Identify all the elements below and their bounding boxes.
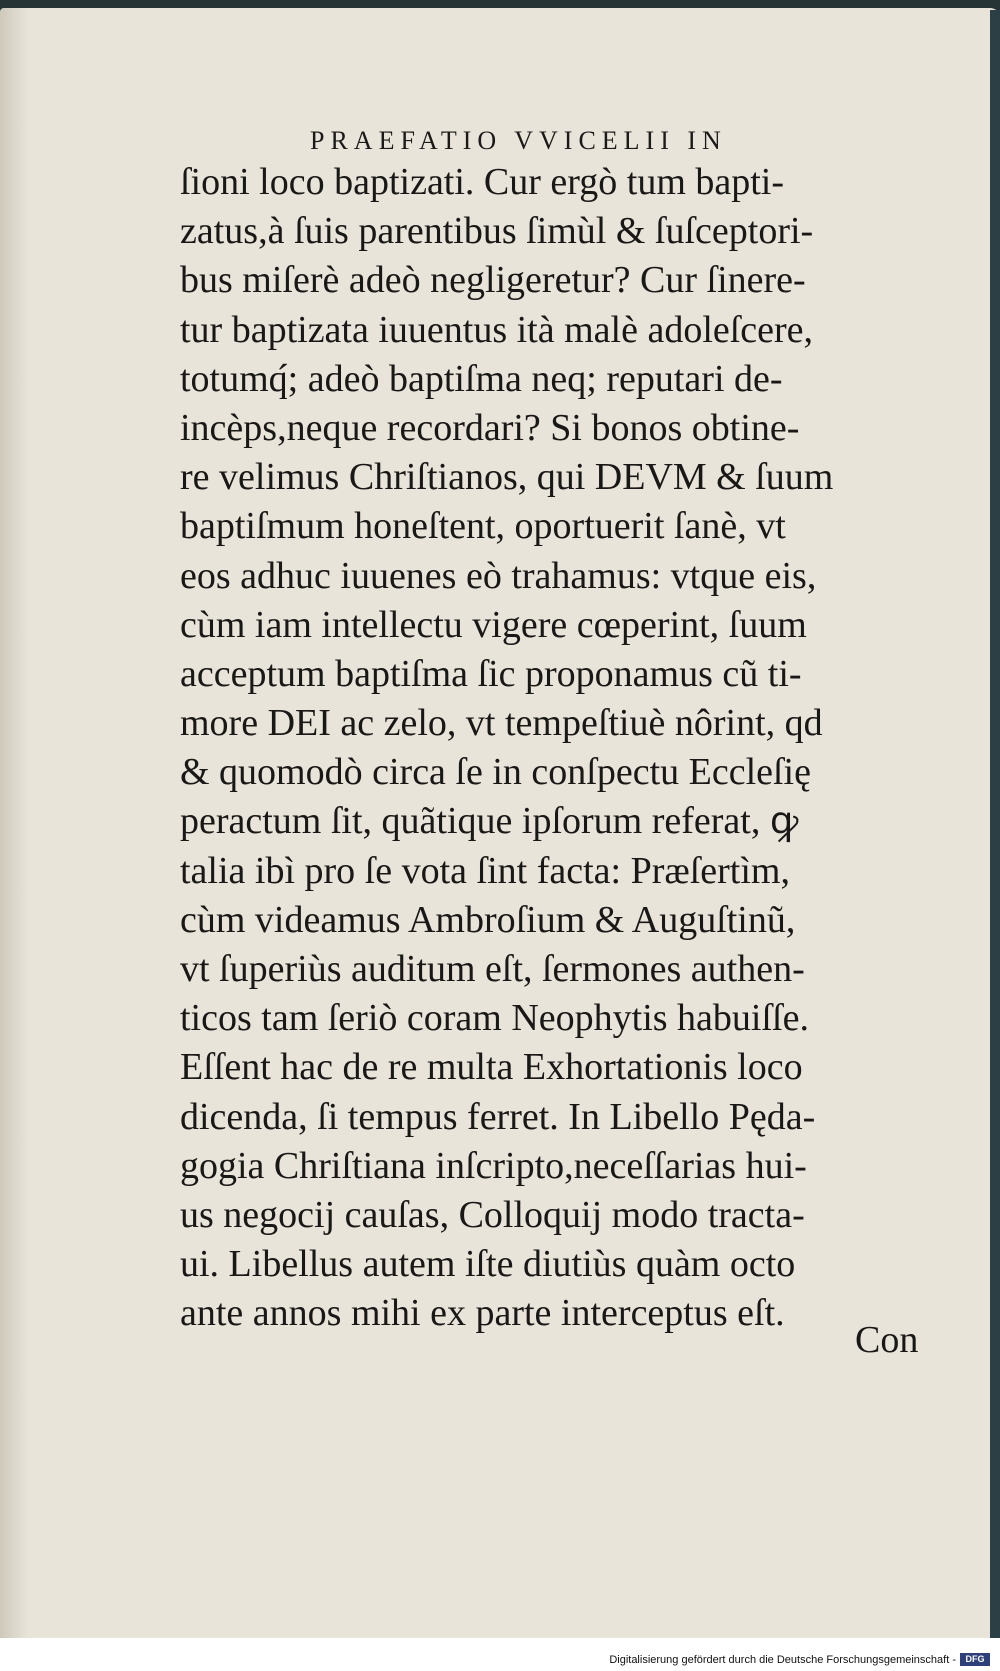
text-line: re velimus Chriſtianos, qui DEVM & ſuum xyxy=(180,456,834,499)
text-line: zatus,à ſuis parentibus ſimùl & ſuſceptori- xyxy=(180,210,814,253)
text-line: peractum ſit, quãtique ipſorum referat, ꝙ xyxy=(180,800,799,843)
text-line: ante annos mihi ex parte interceptus eſt. xyxy=(180,1292,785,1335)
text-line: totumq́; adeò baptiſma neq; reputari de- xyxy=(180,357,783,400)
binding-edge xyxy=(990,10,1000,1640)
text-line: Eſſent hac de re multa Exhortationis loco xyxy=(180,1046,803,1089)
running-head: PRAEFATIO VVICELII IN xyxy=(310,126,727,155)
text-line: ſioni loco baptizati. Cur ergò tum bapti- xyxy=(180,161,785,203)
text-line: & quomodò circa ſe in conſpectu Eccleſię xyxy=(180,751,811,794)
text-line: ticos tam ſeriò coram Neophytis habuiſſe. xyxy=(180,997,809,1040)
digitization-credit: Digitalisierung gefördert durch die Deutsche Forschungsgemeinschaft - xyxy=(609,1654,956,1666)
text-line: eos adhuc iuuenes eò trahamus: vtque eis, xyxy=(180,554,817,597)
text-line: us negocij cauſas, Colloquij modo tracta- xyxy=(180,1193,805,1236)
text-line: baptiſmum honeſtent, oportuerit ſanè, vt xyxy=(180,505,786,548)
text-line: bus miſerè adeò negligeretur? Cur ſinere- xyxy=(180,259,806,302)
book-page xyxy=(0,8,1000,1638)
text-line: cùm iam intellectu vigere cœperint, ſuum xyxy=(180,603,807,646)
text-line: more DEI ac zelo, vt tempeſtiuè nôrint, qd xyxy=(180,702,823,745)
text-line: tur baptizata iuuentus ità malè adoleſcere, xyxy=(180,308,814,351)
text-line: cùm videamus Ambroſium & Auguſtinũ, xyxy=(180,898,796,941)
text-line: talia ibì pro ſe vota ſint facta: Præſertìm, xyxy=(180,849,790,892)
text-line: gogia Chriſtiana inſcripto,neceſſarias hui- xyxy=(180,1144,807,1187)
text-block xyxy=(180,158,940,1339)
text-line: acceptum baptiſma ſic proponamus cũ ti- xyxy=(180,652,802,695)
text-line: ui. Libellus autem iſte diutiùs quàm octo xyxy=(180,1243,796,1286)
text-line: dicenda, ſi tempus ferret. In Libello Pędа- xyxy=(180,1095,816,1138)
dfg-logo: DFG xyxy=(960,1653,990,1666)
text-line: incèps,neque recordari? Si bonos obtine- xyxy=(180,406,800,449)
catchword: Con xyxy=(855,1319,919,1361)
text-line: vt ſuperiùs auditum eſt, ſermones authen- xyxy=(180,948,805,990)
